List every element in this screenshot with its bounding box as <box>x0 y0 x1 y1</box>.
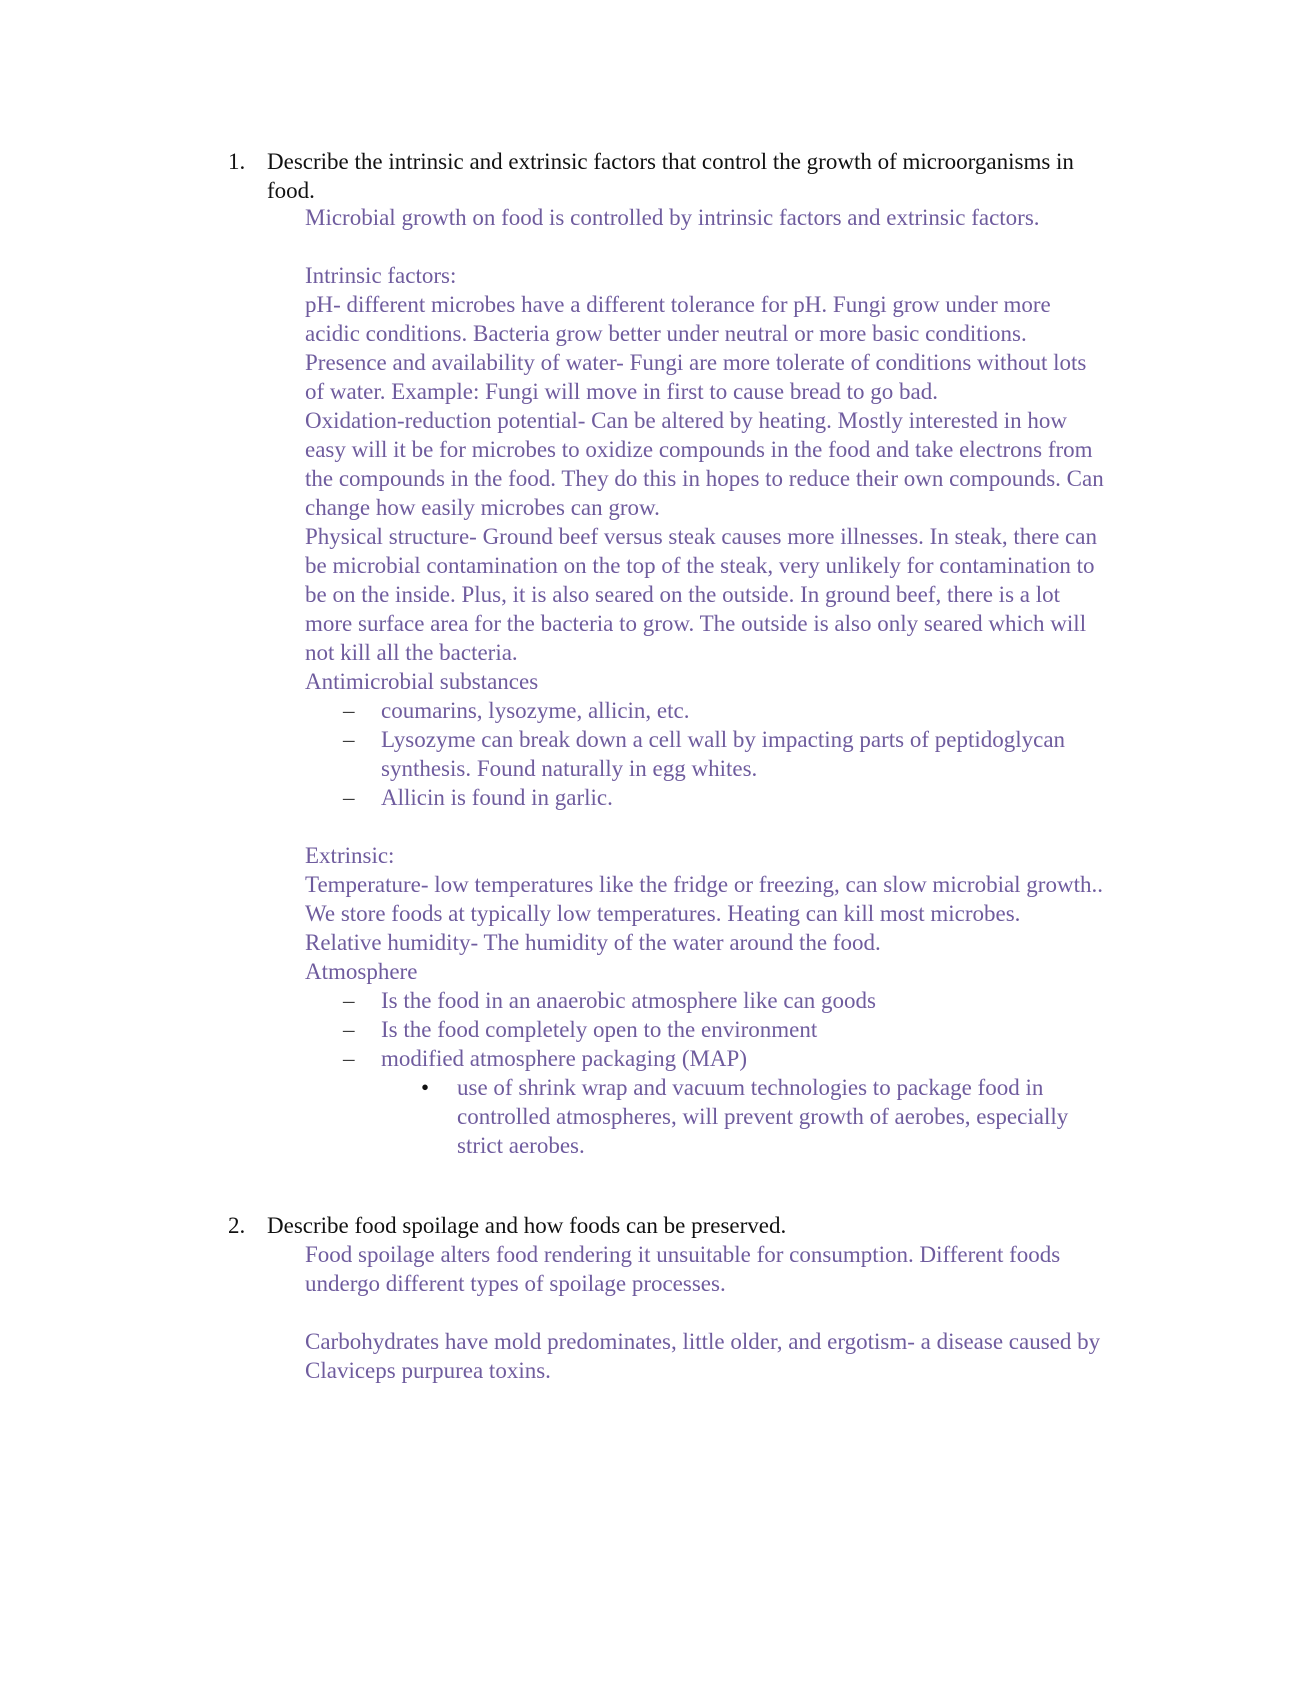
intrinsic-heading: Intrinsic factors: <box>305 263 457 288</box>
blank-line <box>305 1298 1105 1327</box>
atmosphere-heading: Atmosphere <box>305 959 418 984</box>
antimicrobial-list <box>305 696 1105 812</box>
question-text: Describe the intrinsic and extrinsic factors that control the growth of microorganisms in food. <box>267 149 1074 203</box>
list-item-text: modified atmosphere packaging (MAP) <box>381 1046 747 1071</box>
redox-paragraph: Oxidation-reduction potential- Can be altered by heating. Mostly interested in how easy will it be for microbes to oxidize compounds in the food and take electrons from the compounds in the food. They do this in hopes to reduce their own compounds. Can change how easily microbes can grow. <box>305 408 1104 520</box>
question-number: 1. <box>228 149 246 174</box>
list-item: – Lysozyme can break down a cell wall by impacting parts of peptidoglycan synthesis. Found naturally in egg whites. <box>381 725 1105 783</box>
blank-line <box>305 812 1105 841</box>
list-item: • use of shrink wrap and vacuum technologies to package food in controlled atmospheres, will prevent growth of aerobes, especially strict aerobes. <box>457 1073 1105 1160</box>
question-text: Describe food spoilage and how foods can be preserved. <box>267 1213 787 1238</box>
question-1 <box>228 147 1088 205</box>
answer-1 <box>305 203 1105 1160</box>
antimicrobial-heading: Antimicrobial substances <box>305 669 539 694</box>
extrinsic-heading: Extrinsic: <box>305 843 395 868</box>
temperature-paragraph: Temperature- low temperatures like the fridge or freezing, can slow microbial growth.. We store foods at typically low temperatures. Heating can kill most microbes. <box>305 872 1103 926</box>
list-item: – coumarins, lysozyme, allicin, etc. <box>381 696 1105 725</box>
question-2 <box>228 1211 1088 1240</box>
list-item <box>381 1044 1105 1160</box>
list-item: – Is the food in an anaerobic atmosphere like can goods <box>381 986 1105 1015</box>
humidity-paragraph: Relative humidity- The humidity of the water around the food. <box>305 930 881 955</box>
answer-intro: Microbial growth on food is controlled by intrinsic factors and extrinsic factors. <box>305 205 1040 230</box>
answer-2 <box>305 1240 1105 1385</box>
atmosphere-list <box>305 986 1105 1160</box>
blank-line <box>305 232 1105 261</box>
carbohydrates-paragraph: Carbohydrates have mold predominates, little older, and ergotism- a disease caused by Claviceps purpurea toxins. <box>305 1329 1101 1383</box>
water-paragraph: Presence and availability of water- Fungi are more tolerate of conditions without lots of water. Example: Fungi will move in first to cause bread to go bad. <box>305 350 1087 404</box>
map-list <box>381 1073 1105 1160</box>
ph-paragraph: pH- different microbes have a different tolerance for pH. Fungi grow under more acidic conditions. Bacteria grow better under neutral or more basic conditions. <box>305 292 1051 346</box>
list-item: – Is the food completely open to the environment <box>381 1015 1105 1044</box>
question-number: 2. <box>228 1213 246 1238</box>
answer-intro: Food spoilage alters food rendering it unsuitable for consumption. Different foods undergo different types of spoilage processes. <box>305 1242 1061 1296</box>
physical-structure-paragraph: Physical structure- Ground beef versus steak causes more illnesses. In steak, there can be microbial contamination on the top of the steak, very unlikely for contamination to be on the inside. Plus, it is also seared on the outside. In ground beef, there is a lot more surface area for the bacteria to grow. The outside is also only seared which will not kill all the bacteria. <box>305 524 1097 665</box>
list-item: – Allicin is found in garlic. <box>381 783 1105 812</box>
